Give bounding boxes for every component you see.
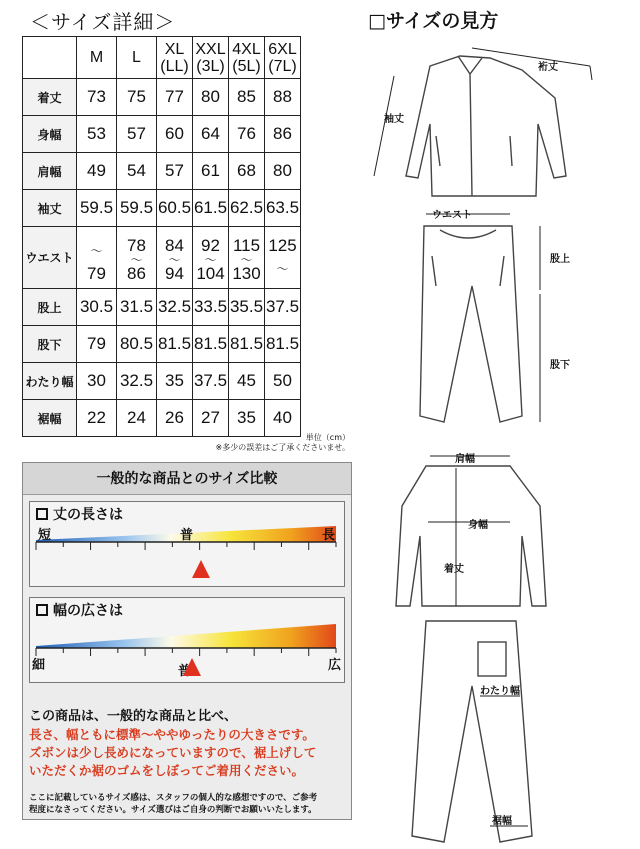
- row-label: 身幅: [23, 116, 77, 153]
- table-cell: 54: [117, 153, 157, 190]
- range-mark: 〜: [276, 261, 289, 276]
- row-label: 着丈: [23, 79, 77, 116]
- length-marker-icon: [192, 560, 210, 578]
- table-cell: 73: [77, 79, 117, 116]
- table-cell: 31.5: [117, 289, 157, 326]
- header-cell: [265, 37, 301, 79]
- rise-label: 股上: [550, 254, 570, 265]
- row-label: 股上: [23, 289, 77, 326]
- table-cell: 75: [117, 79, 157, 116]
- range-min: 84: [165, 235, 184, 255]
- width-low-label: 細: [32, 658, 46, 673]
- table-cell: 86: [265, 116, 301, 153]
- range-min: 115: [232, 235, 261, 255]
- comparison-title: 一般的な商品とのサイズ比較: [23, 463, 351, 495]
- thigh-label: わたり幅: [480, 686, 520, 697]
- length-scale-title: 丈の長さは: [53, 507, 123, 523]
- table-row: [23, 363, 301, 400]
- table-cell: 50: [265, 363, 301, 400]
- table-cell: 80: [193, 79, 229, 116]
- table-cell: 27: [193, 400, 229, 437]
- table-cell: 68: [229, 153, 265, 190]
- header-cell: [193, 37, 229, 79]
- table-cell: 61: [193, 153, 229, 190]
- table-cell: 45: [229, 363, 265, 400]
- inseam-label: 股下: [550, 360, 570, 371]
- table-cell: 35: [229, 400, 265, 437]
- how-to-measure-title: □サイズの見方: [368, 10, 499, 32]
- table-cell: 37.5: [265, 289, 301, 326]
- range-mark: 〜: [130, 252, 143, 267]
- header-cell: L: [117, 37, 157, 79]
- range-max: 86: [127, 263, 146, 283]
- size-detail-title: ＜サイズ詳細＞: [30, 10, 176, 34]
- length-mid-label: 普: [180, 528, 194, 543]
- table-cell: [229, 227, 265, 289]
- header-cell: [157, 37, 193, 79]
- header-text: 4XL: [232, 40, 261, 58]
- table-cell: 63.5: [265, 190, 301, 227]
- sleeve-label: 袖丈: [384, 114, 404, 125]
- header-text: XXL: [195, 40, 226, 58]
- header-text: (LL): [160, 57, 189, 75]
- table-cell: 85: [229, 79, 265, 116]
- table-body: [23, 79, 301, 437]
- chest-label: 身幅: [468, 520, 488, 531]
- row-label: 肩幅: [23, 153, 77, 190]
- range-min: 125: [268, 235, 297, 255]
- row-label: 袖丈: [23, 190, 77, 227]
- jacket-front-drawing: [406, 56, 566, 196]
- unit-note: [150, 433, 350, 453]
- width-ticks: [36, 648, 336, 656]
- table-row: [23, 400, 301, 437]
- table-cell: 81.5: [193, 326, 229, 363]
- yuki-label: 裄丈: [538, 62, 558, 73]
- table-row: [23, 326, 301, 363]
- table-row: [23, 190, 301, 227]
- row-label: ウエスト: [23, 227, 77, 289]
- header-text: (3L): [196, 57, 225, 75]
- table-cell: 24: [117, 400, 157, 437]
- table-row: [23, 116, 301, 153]
- table-cell: 40: [265, 400, 301, 437]
- table-cell: 57: [117, 116, 157, 153]
- header-cell: [229, 37, 265, 79]
- comparison-text-3: ズボンは少し長めになっていますので、裾上げして: [29, 745, 317, 760]
- length-label: 着丈: [444, 564, 464, 575]
- sleeve-arrow-icon: [374, 76, 394, 176]
- range-mark: 〜: [240, 252, 253, 267]
- header-text: 6XL: [268, 40, 297, 58]
- header-text: (5L): [232, 57, 261, 75]
- range-max: 130: [232, 263, 261, 283]
- table-cell: 79: [77, 326, 117, 363]
- table-cell: 81.5: [229, 326, 265, 363]
- table-cell: 59.5: [77, 190, 117, 227]
- pants-front-drawing: [420, 226, 522, 422]
- table-cell: 35.5: [229, 289, 265, 326]
- table-cell: [265, 227, 301, 289]
- table-row: [23, 289, 301, 326]
- table-cell: 57: [157, 153, 193, 190]
- table-header-row: [23, 37, 301, 79]
- range-max: 94: [165, 263, 184, 283]
- table-cell: 88: [265, 79, 301, 116]
- range-mark: 〜: [204, 252, 217, 267]
- table-cell: 80.5: [117, 326, 157, 363]
- table-cell: 49: [77, 153, 117, 190]
- comparison-panel: [22, 462, 352, 820]
- table-cell: [193, 227, 229, 289]
- table-row: [23, 79, 301, 116]
- table-cell: 60.5: [157, 190, 193, 227]
- table-cell: 30: [77, 363, 117, 400]
- table-cell: [157, 227, 193, 289]
- range-mark: 〜: [90, 243, 103, 258]
- table-cell: [117, 227, 157, 289]
- measurement-diagrams: [360, 36, 640, 846]
- range-max: 104: [196, 263, 225, 283]
- size-table: [22, 36, 301, 437]
- jacket-back-drawing: [396, 466, 546, 606]
- table-row: [23, 153, 301, 190]
- length-gradient-bar: [30, 502, 346, 588]
- disclaimer-text-2: 程度になさってください。サイズ選びはご自身の判断でお願いいたします。: [29, 805, 317, 815]
- yuki-arrow-icon: [472, 48, 592, 80]
- length-high-label: 長: [322, 528, 336, 543]
- range-min: 78: [127, 235, 146, 255]
- pants-back-drawing: [412, 621, 532, 842]
- table-cell: 59.5: [117, 190, 157, 227]
- comparison-text-4: いただくか裾のゴムをしぼってご着用ください。: [29, 763, 305, 778]
- table-cell: 80: [265, 153, 301, 190]
- header-text: XL: [164, 40, 185, 58]
- length-scale: [29, 501, 345, 587]
- shoulder-label: 肩幅: [455, 454, 475, 465]
- thigh-arrow-icon: [480, 696, 528, 826]
- table-cell: 60: [157, 116, 193, 153]
- width-scale-title: 幅の広さは: [53, 603, 123, 619]
- hem-label: 裾幅: [492, 816, 512, 827]
- disclaimer-text-1: ここに記載しているサイズ感は、スタッフの個人的な感想ですので、ご参考: [29, 793, 318, 803]
- table-cell: 81.5: [265, 326, 301, 363]
- unit-label: 単位（cm）: [305, 433, 350, 442]
- range-max: 79: [87, 263, 106, 283]
- table-cell: 22: [77, 400, 117, 437]
- header-text: (7L): [268, 57, 297, 75]
- shoulder-arrow-icon: [428, 456, 510, 606]
- table-cell: 32.5: [157, 289, 193, 326]
- tolerance-note: ※多少の誤差はご了承くださいませ。: [215, 443, 350, 452]
- header-cell: M: [77, 37, 117, 79]
- table-cell: 26: [157, 400, 193, 437]
- table-cell: 53: [77, 116, 117, 153]
- width-marker-icon: [183, 658, 201, 676]
- table-cell: 77: [157, 79, 193, 116]
- range-mark: 〜: [168, 252, 181, 267]
- table-cell: 76: [229, 116, 265, 153]
- width-scale: [29, 597, 345, 683]
- length-low-label: 短: [38, 528, 52, 543]
- table-cell: 61.5: [193, 190, 229, 227]
- table-cell: [77, 227, 117, 289]
- length-ticks: [36, 542, 336, 550]
- range-min: 92: [201, 235, 220, 255]
- table-cell: 30.5: [77, 289, 117, 326]
- table-cell: 32.5: [117, 363, 157, 400]
- table-cell: 33.5: [193, 289, 229, 326]
- table-cell: 64: [193, 116, 229, 153]
- width-high-label: 広: [328, 658, 342, 673]
- width-mid-label: 普: [178, 664, 192, 679]
- comparison-text-2: 長さ、幅ともに標準〜ややゆったりの大きさです。: [29, 727, 315, 742]
- row-label: 裾幅: [23, 400, 77, 437]
- table-row: [23, 227, 301, 289]
- table-cell: 81.5: [157, 326, 193, 363]
- table-cell: 62.5: [229, 190, 265, 227]
- comparison-text-1: この商品は、一般的な商品と比べ、: [29, 709, 238, 724]
- waist-label: ウエスト: [432, 210, 472, 221]
- row-label: 股下: [23, 326, 77, 363]
- row-label: わたり幅: [23, 363, 77, 400]
- table-cell: 37.5: [193, 363, 229, 400]
- header-corner: [23, 37, 77, 79]
- table-cell: 35: [157, 363, 193, 400]
